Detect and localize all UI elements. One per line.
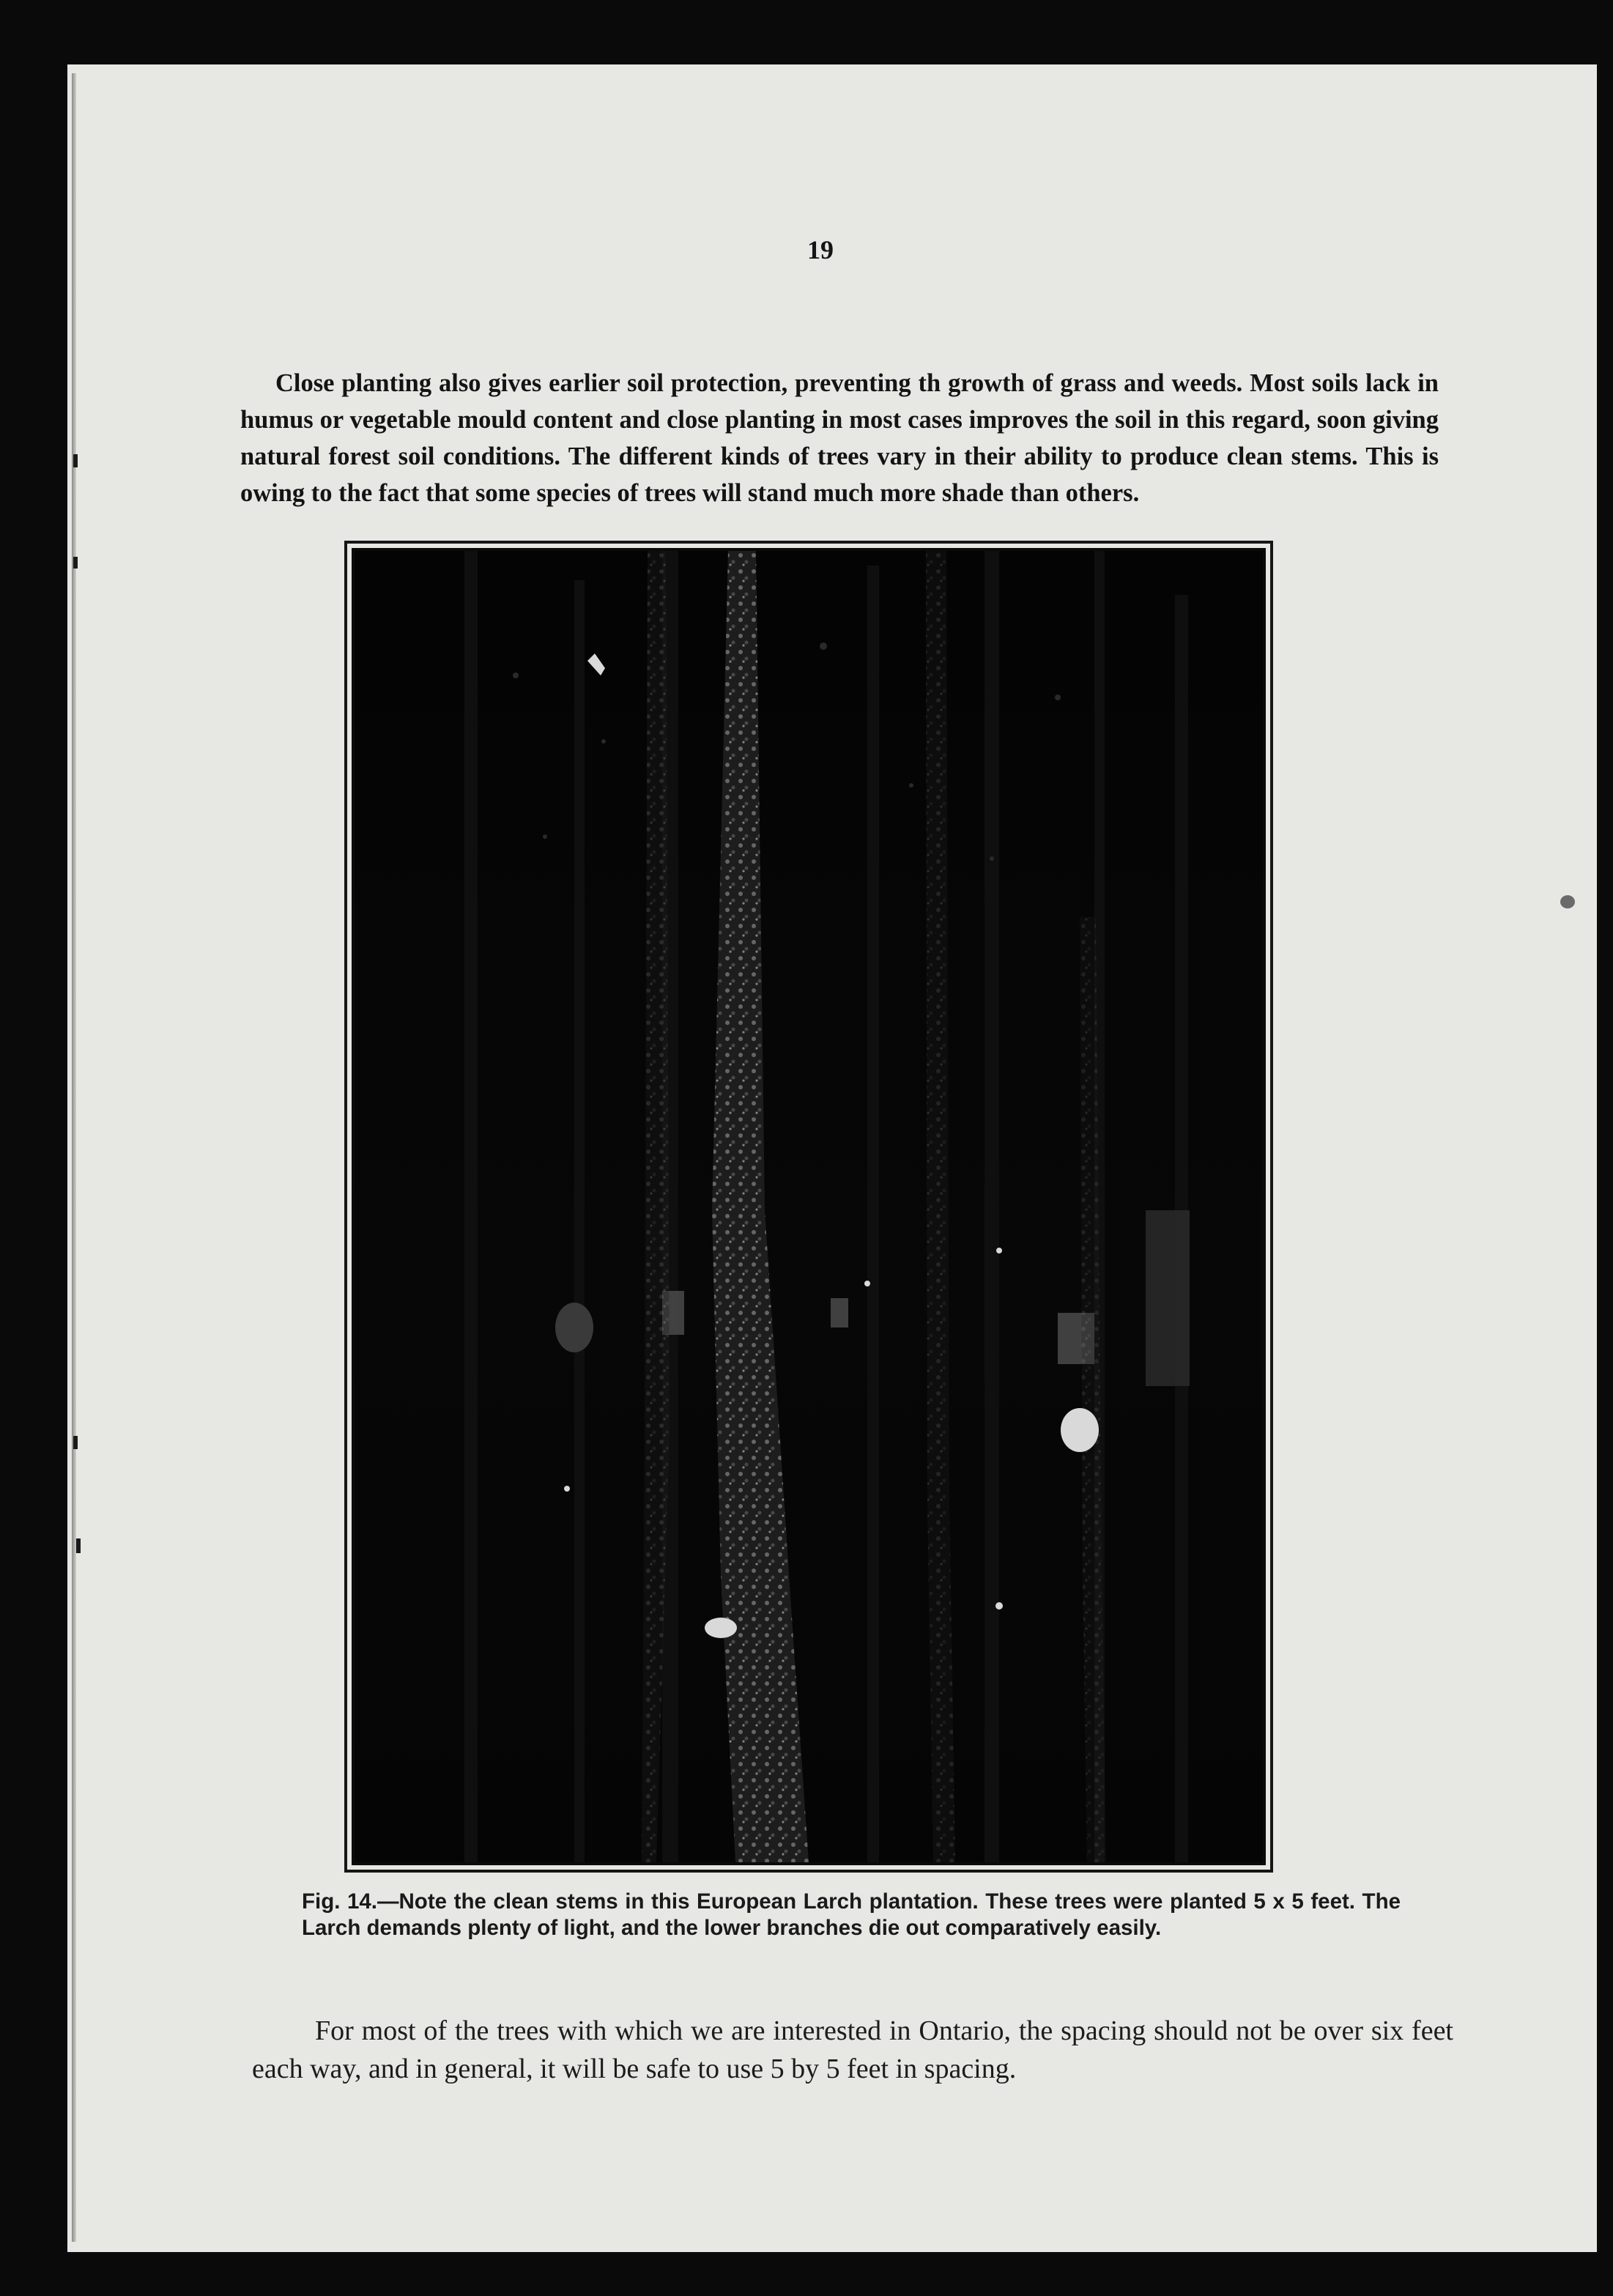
paragraph-close-planting: Close planting also gives earlier soil protection, preventing th growth of grass and weeds. Most soils lack in humus or vegetable mould content and close planting in most cases improves the soil in this regard, soon giving natural forest soil conditions. The different kinds of trees vary in their ability to produce clean stems. This is owing to the fact that some species of trees will stand much more shade than others. xyxy=(240,369,1439,507)
larch-plantation-photo xyxy=(352,548,1266,1865)
scan-mark xyxy=(73,454,78,467)
forest-photo-image xyxy=(355,551,1263,1862)
paragraph-spacing: For most of the trees with which we are interested in Ontario, the spacing should not be over six feet each way, and in general, it will be safe to use 5 by 5 feet in spacing. xyxy=(252,2015,1453,2084)
book-page xyxy=(67,64,1597,2252)
scan-mark xyxy=(73,557,78,569)
scan-mark xyxy=(73,1436,78,1449)
figure-caption: Fig. 14.—Note the clean stems in this European Larch plantation. These trees were planted 5 x 5 feet. The Larch demands plenty of light, and the lower branches die out comparatively easily. xyxy=(302,1889,1401,1940)
scan-mark xyxy=(76,1538,81,1553)
page-binding-edge xyxy=(72,73,76,2242)
page-number: 19 xyxy=(807,235,834,264)
scan-speck xyxy=(1560,895,1575,908)
